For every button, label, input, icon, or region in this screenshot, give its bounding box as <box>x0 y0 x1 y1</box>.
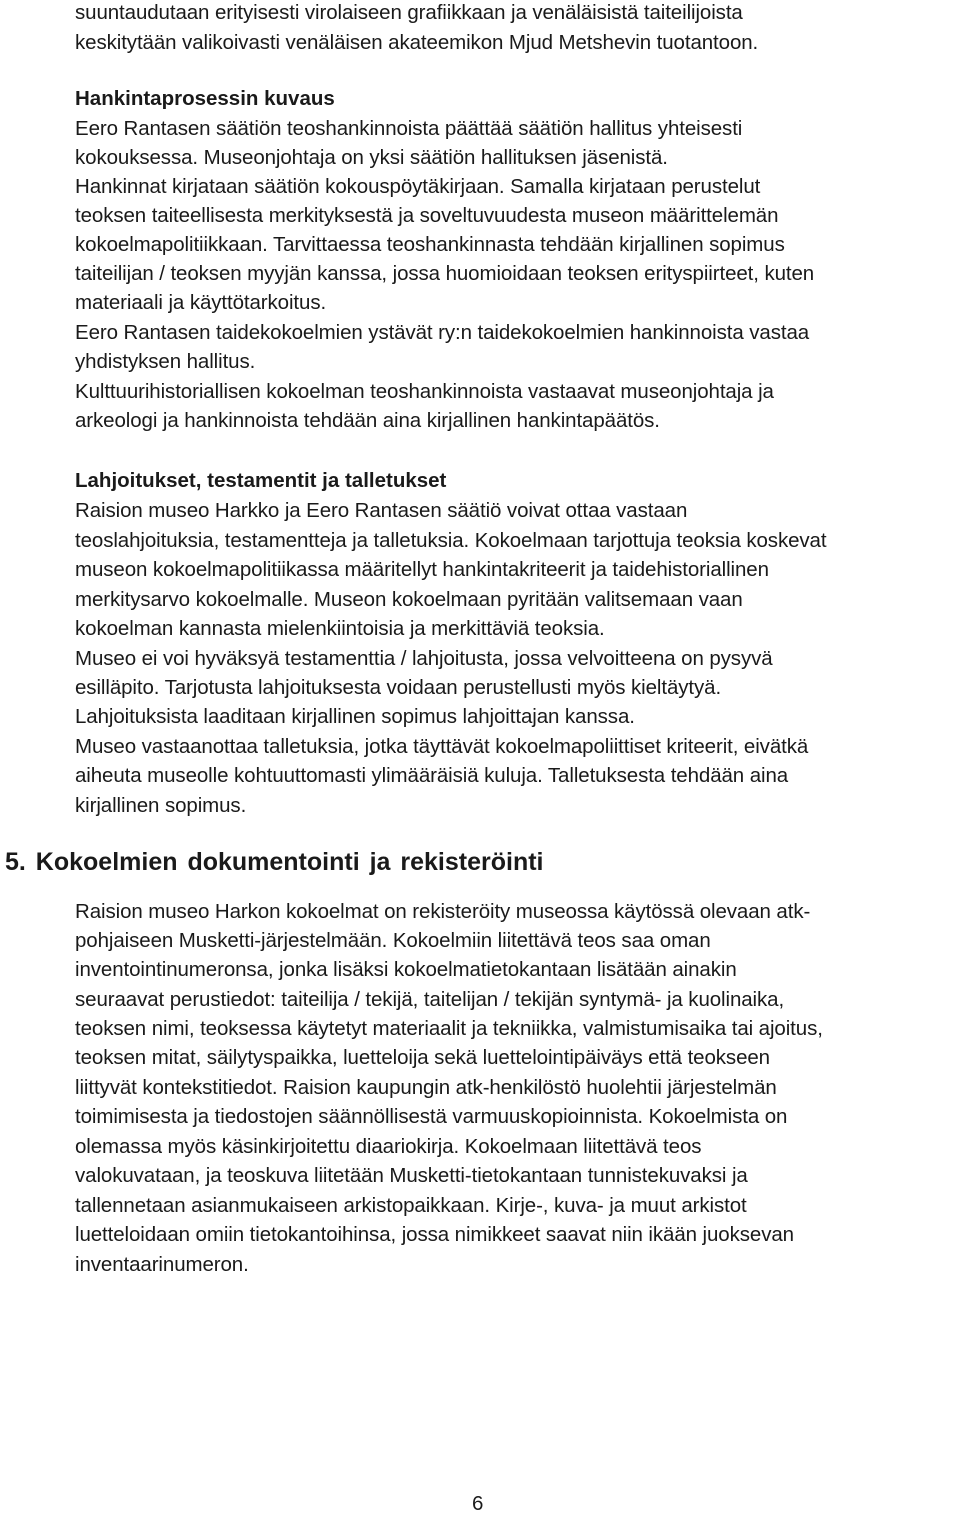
donations-line: Lahjoituksista laaditaan kirjallinen sopimus lahjoittajan kanssa. <box>75 705 635 728</box>
section5-line: teoksen nimi, teoksessa käytetyt materiaalit ja tekniikka, valmistumisaika tai ajoitus, <box>75 1017 823 1040</box>
section-5-heading: 5. Kokoelmien dokumentointi ja rekisteröinti <box>5 848 544 876</box>
donations-line: Raision museo Harkko ja Eero Rantasen säätiö voivat ottaa vastaan <box>75 499 688 522</box>
intro-line-1: suuntaudutaan erityisesti virolaiseen grafiikkaan ja venäläisistä taiteilijoista <box>75 1 743 24</box>
acquisition-line: Hankinnat kirjataan säätiön kokouspöytäkirjaan. Samalla kirjataan perustelut <box>75 175 761 198</box>
donations-line: Museo vastaanottaa talletuksia, jotka täyttävät kokoelmapoliittiset kriteerit, eivätkä <box>75 735 809 758</box>
donations-line: aiheuta museolle kohtuuttomasti ylimääräisiä kuluja. Talletuksesta tehdään aina <box>75 764 789 787</box>
section5-line: liittyvät kontekstitiedot. Raision kaupungin atk-henkilöstö huolehtii järjestelmän <box>75 1076 777 1099</box>
section5-line: inventointinumeronsa, jonka lisäksi kokoelmatietokantaan lisätään ainakin <box>75 958 737 981</box>
donations-heading: Lahjoitukset, testamentit ja talletukset <box>75 469 447 492</box>
donations-line: kokoelman kannasta mielenkiintoisia ja merkittäviä teoksia. <box>75 617 605 640</box>
acquisition-line: materiaali ja käyttötarkoitus. <box>75 291 327 314</box>
section5-line: toimimisesta ja tiedostojen säännöllisestä varmuuskopioinnista. Kokoelmista on <box>75 1105 788 1128</box>
acquisition-heading: Hankintaprosessin kuvaus <box>75 87 335 110</box>
acquisition-line: Eero Rantasen taidekokoelmien ystävät ry:n taidekokoelmien hankinnoista vastaa <box>75 321 810 344</box>
acquisition-line: taiteilijan / teoksen myyjän kanssa, jossa huomioidaan teoksen erityspiirteet, kuten <box>75 262 815 285</box>
donations-line: esilläpito. Tarjotusta lahjoituksesta voidaan perustellusti myös kieltäytyä. <box>75 676 722 699</box>
section5-line: seuraavat perustiedot: taiteilija / tekijä, taitelijan / tekijän syntymä- ja kuolinaika, <box>75 988 785 1011</box>
acquisition-line: yhdistyksen hallitus. <box>75 350 256 373</box>
section5-line: pohjaiseen Musketti-järjestelmään. Kokoelmiin liitettävä teos saa oman <box>75 929 711 952</box>
section5-line: inventaarinumeron. <box>75 1253 249 1276</box>
acquisition-line: Eero Rantasen säätiön teoshankinnoista päättää säätiön hallitus yhteisesti <box>75 117 743 140</box>
donations-line: merkitysarvo kokoelmalle. Museon kokoelmaan pyritään valitsemaan vaan <box>75 588 743 611</box>
section5-line: olemassa myös käsinkirjoitettu diaariokirja. Kokoelmaan liitettävä teos <box>75 1135 702 1158</box>
section5-line: valokuvataan, ja teoskuva liitetään Musketti-tietokantaan tunnistekuvaksi ja <box>75 1164 748 1187</box>
section5-line: teoksen mitat, säilytyspaikka, luetteloija sekä luettelointipäiväys että teokseen <box>75 1046 770 1069</box>
acquisition-line: teoksen taiteellisesta merkityksestä ja soveltuvuudesta museon määrittelemän <box>75 204 779 227</box>
donations-line: kirjallinen sopimus. <box>75 794 247 817</box>
acquisition-line: kokouksessa. Museonjohtaja on yksi säätiön hallituksen jäsenistä. <box>75 146 668 169</box>
acquisition-line: arkeologi ja hankinnoista tehdään aina kirjallinen hankintapäätös. <box>75 409 660 432</box>
intro-line-2: keskitytään valikoivasti venäläisen akateemikon Mjud Metshevin tuotantoon. <box>75 31 759 54</box>
acquisition-line: kokoelmapolitiikkaan. Tarvittaessa teoshankinnasta tehdään kirjallinen sopimus <box>75 233 785 256</box>
donations-line: museon kokoelmapolitiikassa määritellyt hankintakriteerit ja taidehistoriallinen <box>75 558 769 581</box>
page-number: 6 <box>472 1492 484 1515</box>
donations-line: Museo ei voi hyväksyä testamenttia / lahjoitusta, jossa velvoitteena on pysyvä <box>75 647 773 670</box>
section5-line: luetteloidaan omiin tietokantoihinsa, jossa nimikkeet saavat niin ikään juoksevan <box>75 1223 794 1246</box>
section5-line: Raision museo Harkon kokoelmat on rekisteröity museossa käytössä olevaan atk- <box>75 900 811 923</box>
section5-line: tallennetaan asianmukaiseen arkistopaikkaan. Kirje-, kuva- ja muut arkistot <box>75 1194 747 1217</box>
donations-line: teoslahjoituksia, testamentteja ja talletuksia. Kokoelmaan tarjottuja teoksia koskevat <box>75 529 827 552</box>
acquisition-line: Kulttuurihistoriallisen kokoelman teoshankinnoista vastaavat museonjohtaja ja <box>75 380 774 403</box>
